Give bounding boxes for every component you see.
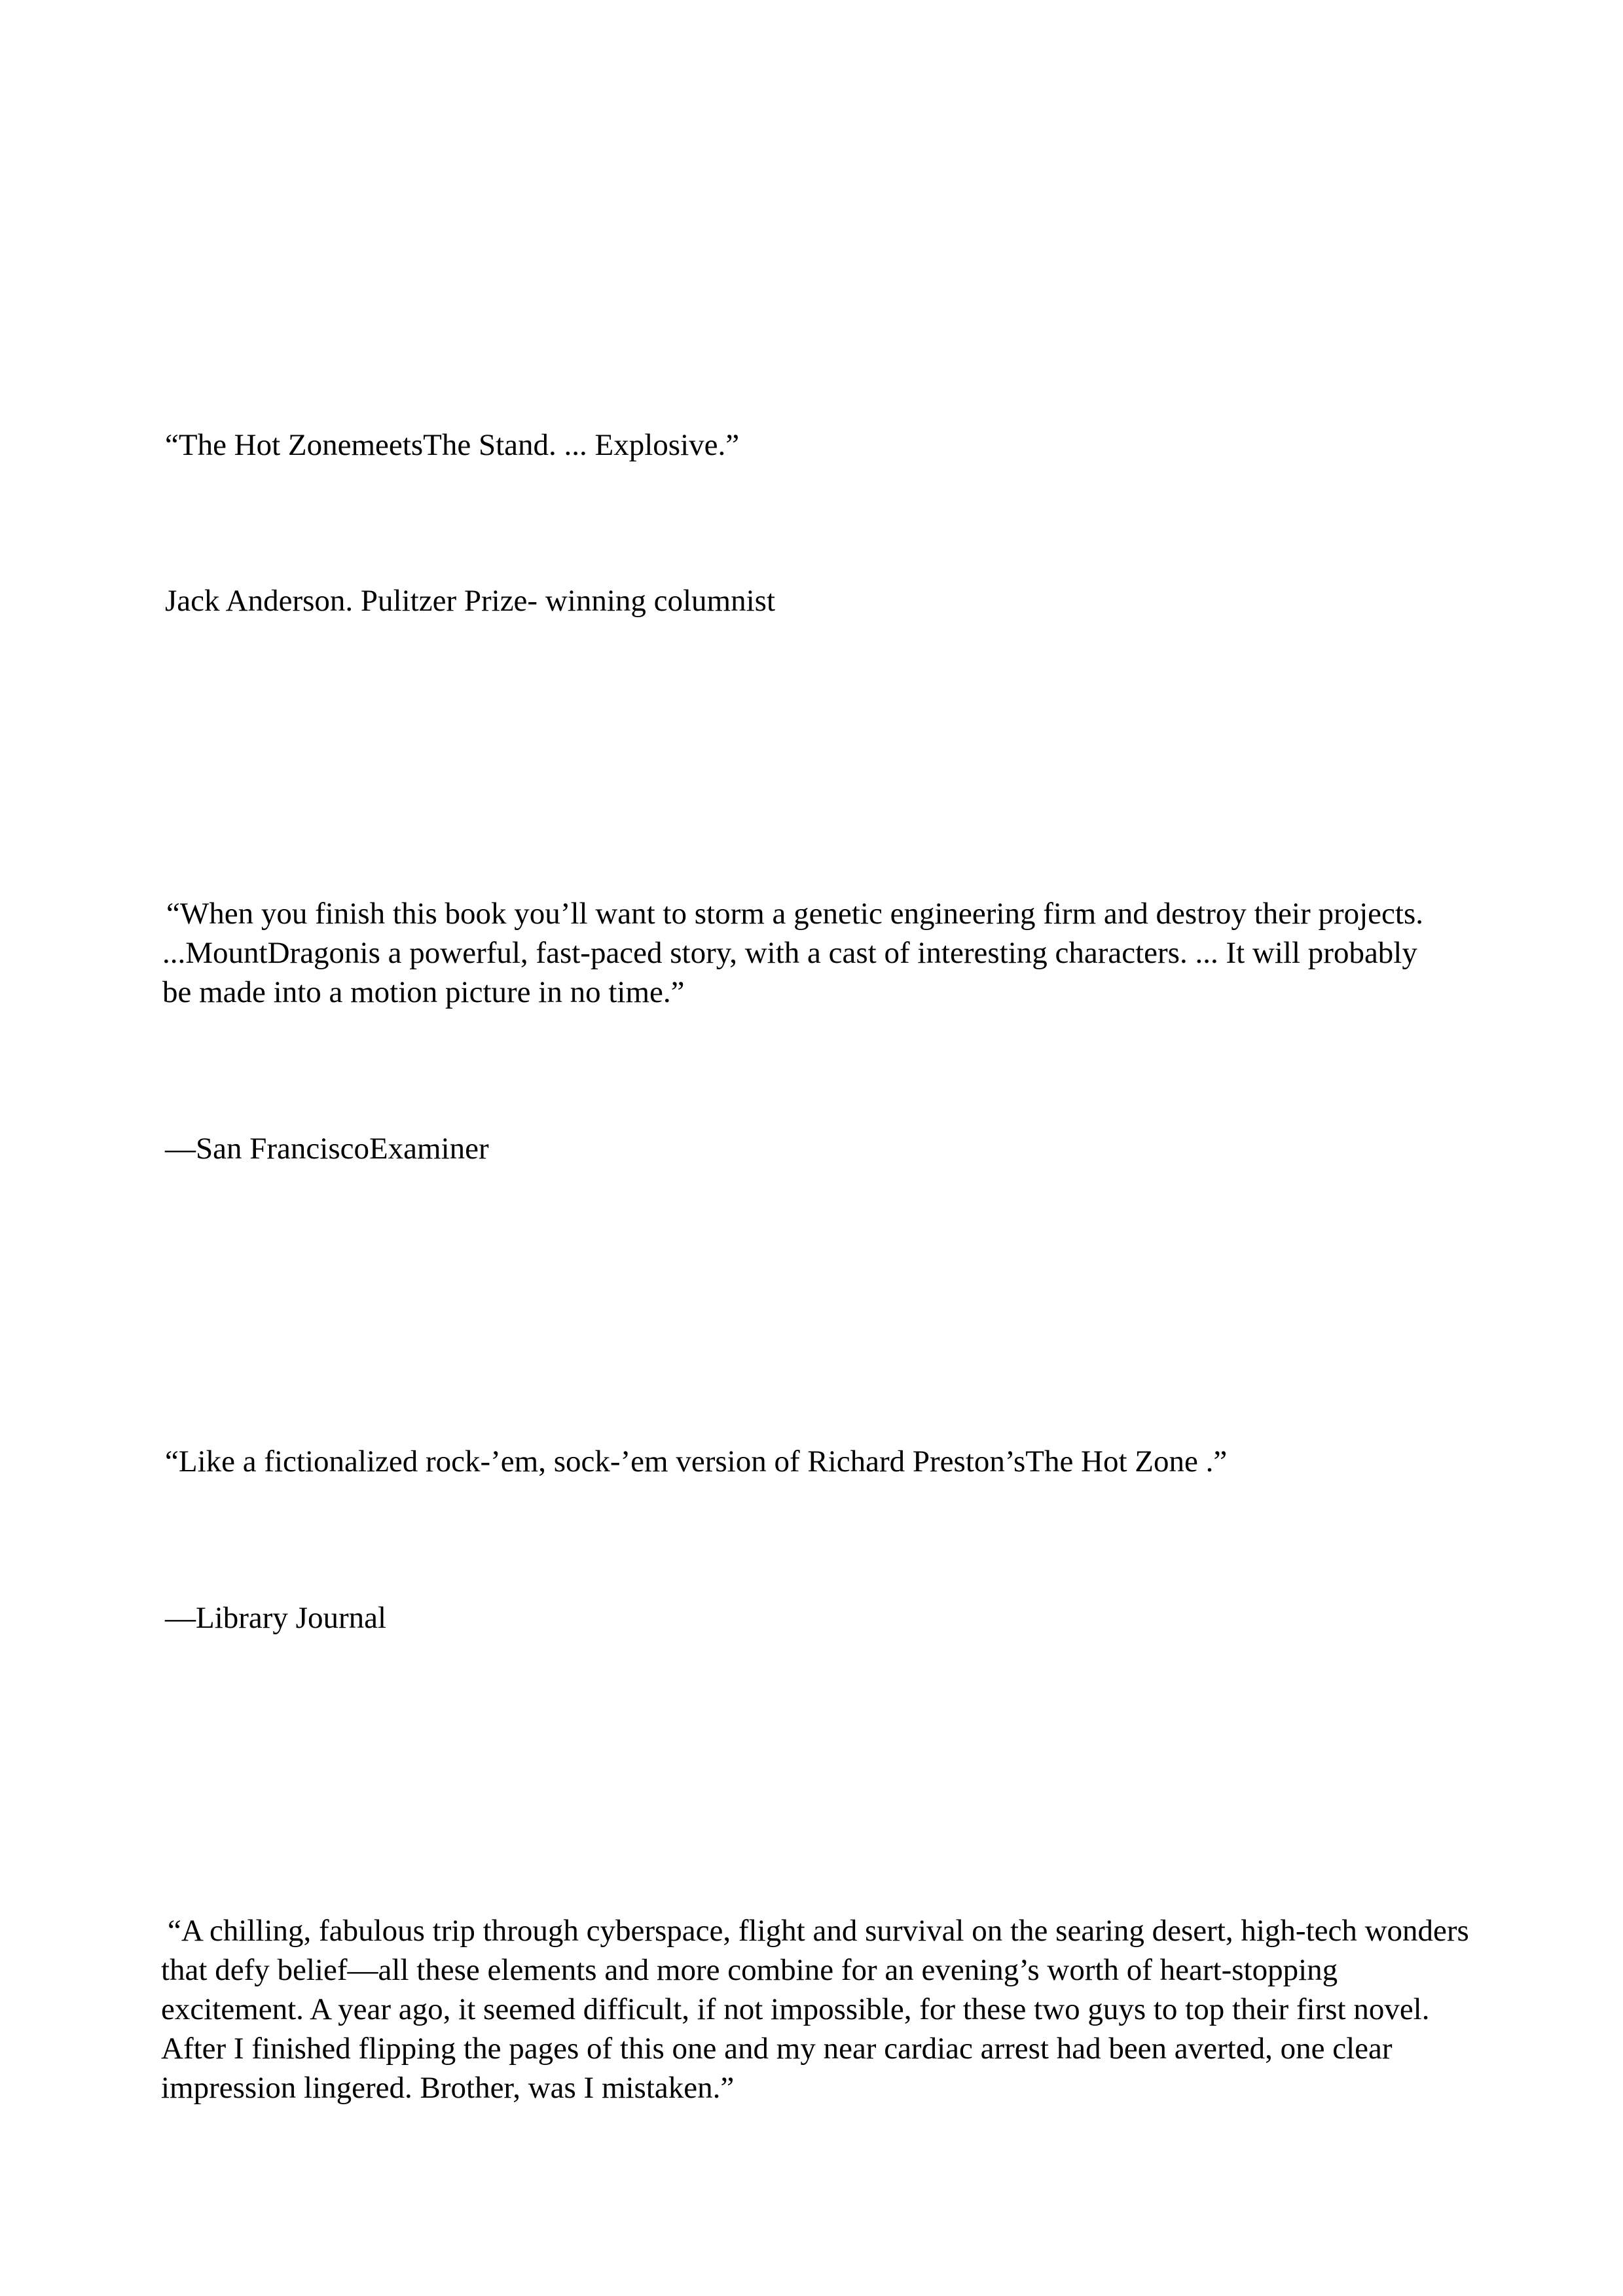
blurb-attribution-3 [165,1598,1481,1638]
quote-line: be made into a motion picture in no time.” [162,975,685,1009]
attribution-text: Jack Anderson. Pulitzer Prize- winning columnist [165,584,776,618]
blurb-quote-4 [161,1911,1484,2108]
quote-line: ...MountDragonis a powerful, fast-paced story, with a cast of interesting characters. ... It will probably [162,936,1417,970]
blurb-quote-3 [165,1442,1481,1481]
attribution-text: —Library Journal [165,1601,387,1635]
attribution-text: —San FranciscoExaminer [165,1132,489,1166]
quote-line: that defy belief—all these elements and more combine for an evening’s worth of heart-stopping [161,1953,1338,1987]
quote-line: “Like a fictionalized rock-’em, sock-’em version of Richard Preston’sThe Hot Zone .” [165,1444,1228,1479]
blurb-quote-2 [162,894,1482,1012]
quote-line: “The Hot ZonemeetsThe Stand. ... Explosive.” [165,428,740,462]
blurb-quote-1 [165,425,1481,465]
quote-line: “When you finish this book you’ll want to storm a genetic engineering firm and destroy their projects. [166,897,1424,931]
blurb-attribution-1 [165,581,1481,620]
quote-line: “A chilling, fabulous trip through cyberspace, flight and survival on the searing desert, high-tech wonders [168,1914,1469,1948]
quote-line: impression lingered. Brother, was I mistaken.” [161,2071,735,2105]
quote-line: excitement. A year ago, it seemed difficult, if not impossible, for these two guys to top their first novel. [161,1992,1430,2026]
quote-line: After I finished flipping the pages of this one and my near cardiac arrest had been averted, one clear [161,2032,1393,2066]
blurb-attribution-2 [165,1129,1481,1168]
